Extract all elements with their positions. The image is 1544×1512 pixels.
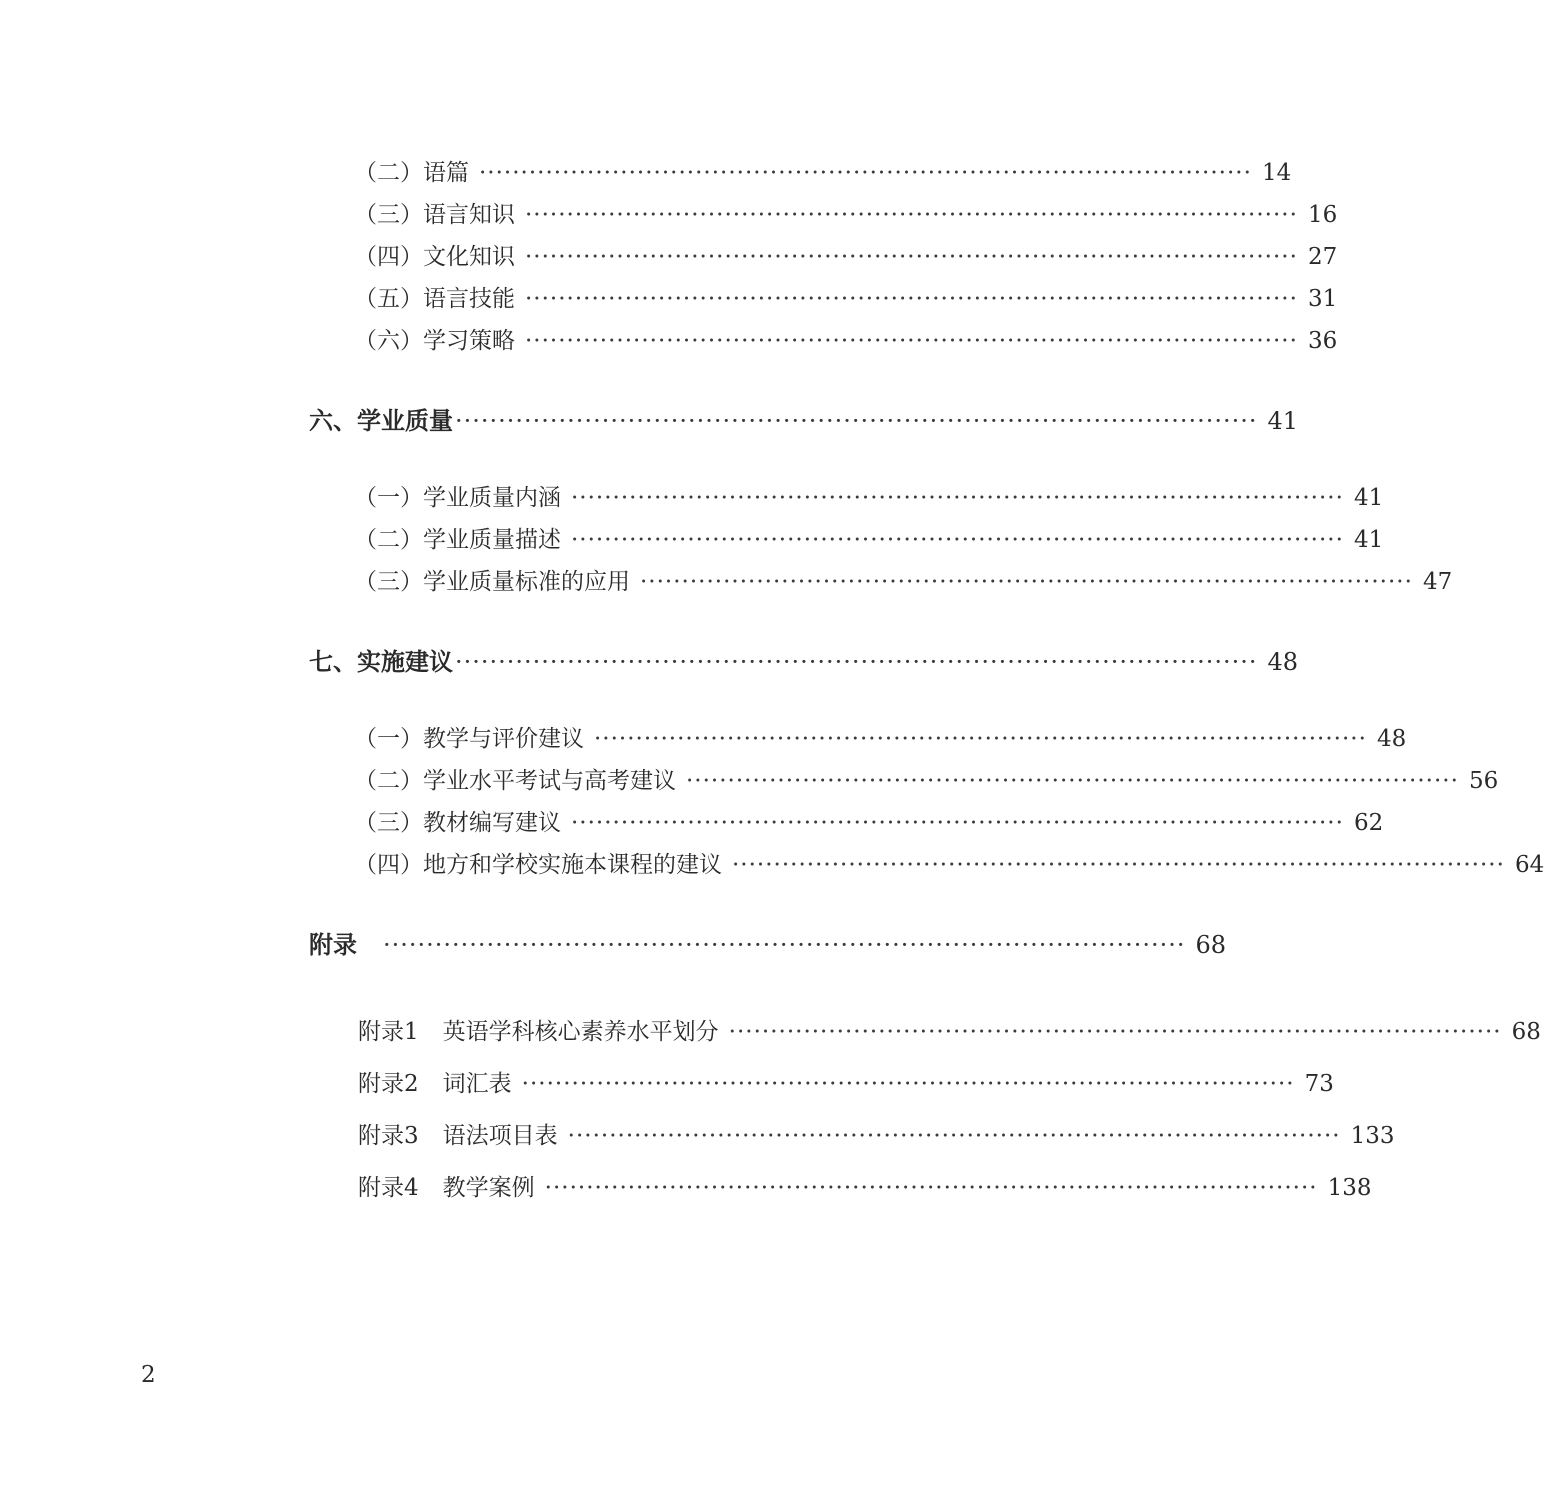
toc-entry-page: 68 bbox=[1511, 1019, 1541, 1045]
toc-entry-page: 47 bbox=[1422, 569, 1453, 595]
dot-leader: ····························································································· bbox=[525, 244, 1298, 270]
toc-section-title: 附录 bbox=[309, 930, 357, 959]
dot-leader: ····························································································· bbox=[479, 160, 1252, 186]
toc-appendix-heading[interactable] bbox=[309, 925, 1227, 960]
toc-entry[interactable] bbox=[354, 846, 1544, 879]
toc-section-page: 68 bbox=[1195, 931, 1227, 959]
toc-entry-title: （二）语篇 bbox=[354, 160, 469, 186]
toc-entry-page: 31 bbox=[1307, 286, 1338, 312]
appendix-label: 附录2 bbox=[358, 1071, 419, 1097]
dot-leader: ····························································································· bbox=[686, 768, 1459, 794]
toc-entry[interactable] bbox=[354, 238, 1338, 271]
dot-leader: ····························································································· bbox=[567, 1123, 1341, 1149]
toc-section-title: 六、学业质量 bbox=[309, 406, 453, 435]
toc-section-title: 七、实施建议 bbox=[309, 647, 453, 676]
page-number: 2 bbox=[141, 1362, 156, 1388]
toc-entry-page: 41 bbox=[1353, 485, 1384, 511]
appendix-label: 附录3 bbox=[358, 1123, 419, 1149]
appendix-label: 附录4 bbox=[358, 1175, 419, 1201]
dot-leader: ····························································································· bbox=[525, 286, 1298, 312]
toc-entry[interactable] bbox=[354, 762, 1499, 795]
dot-leader: ····························································································· bbox=[571, 485, 1344, 511]
dot-leader: ····························································································· bbox=[383, 931, 1186, 959]
dot-leader: ····························································································· bbox=[571, 810, 1344, 836]
toc-entry-title: （六）学习策略 bbox=[354, 328, 515, 354]
toc-entry-page: 73 bbox=[1304, 1071, 1334, 1097]
toc-entry[interactable] bbox=[354, 804, 1384, 837]
toc-section-heading[interactable] bbox=[309, 401, 1299, 436]
toc-entry[interactable] bbox=[354, 521, 1384, 554]
toc-entry-page: 36 bbox=[1307, 328, 1338, 354]
toc-section-page: 41 bbox=[1267, 407, 1299, 435]
dot-leader: ····························································································· bbox=[728, 1019, 1502, 1045]
toc-entry-page: 14 bbox=[1261, 160, 1292, 186]
toc-appendix-item[interactable] bbox=[358, 1013, 1541, 1046]
toc-entry-title: （一）学业质量内涵 bbox=[354, 485, 561, 511]
toc-entry-page: 133 bbox=[1350, 1123, 1395, 1149]
toc-entry-title: （五）语言技能 bbox=[354, 286, 515, 312]
toc-entry[interactable] bbox=[354, 563, 1453, 596]
toc-entry-page: 64 bbox=[1514, 852, 1544, 878]
toc-entry-title: （三）语言知识 bbox=[354, 202, 515, 228]
dot-leader: ····························································································· bbox=[525, 202, 1298, 228]
appendix-label: 附录1 bbox=[358, 1019, 419, 1045]
dot-leader: ····························································································· bbox=[525, 328, 1298, 354]
toc-entry[interactable] bbox=[354, 280, 1338, 313]
toc-entry-title: （二）学业水平考试与高考建议 bbox=[354, 768, 676, 794]
toc-entry-page: 138 bbox=[1327, 1175, 1372, 1201]
toc-entry-page: 56 bbox=[1468, 768, 1499, 794]
toc-entry[interactable] bbox=[354, 196, 1338, 229]
dot-leader: ····························································································· bbox=[521, 1071, 1295, 1097]
toc-entry-page: 16 bbox=[1307, 202, 1338, 228]
toc-entry[interactable] bbox=[354, 322, 1338, 355]
toc-entry-page: 62 bbox=[1353, 810, 1384, 836]
toc-entry-page: 27 bbox=[1307, 244, 1338, 270]
toc-entry[interactable] bbox=[354, 479, 1384, 512]
toc-entry-title: （一）教学与评价建议 bbox=[354, 726, 584, 752]
dot-leader: ····························································································· bbox=[594, 726, 1367, 752]
toc-appendix-item[interactable] bbox=[358, 1169, 1372, 1202]
appendix-name: 语法项目表 bbox=[442, 1123, 558, 1149]
toc-entry-page: 41 bbox=[1353, 527, 1384, 553]
toc-section-page: 48 bbox=[1267, 648, 1299, 676]
dot-leader: ····························································································· bbox=[732, 852, 1505, 878]
toc-section-heading[interactable] bbox=[309, 642, 1299, 677]
dot-leader: ····························································································· bbox=[455, 407, 1258, 435]
dot-leader: ····························································································· bbox=[544, 1175, 1318, 1201]
toc-entry[interactable] bbox=[354, 154, 1292, 187]
toc-appendix-item[interactable] bbox=[358, 1065, 1334, 1098]
dot-leader: ····························································································· bbox=[640, 569, 1413, 595]
appendix-name: 词汇表 bbox=[442, 1071, 512, 1097]
appendix-name: 教学案例 bbox=[442, 1175, 535, 1201]
dot-leader: ····························································································· bbox=[571, 527, 1344, 553]
dot-leader: ····························································································· bbox=[455, 648, 1258, 676]
toc-entry-title: （三）学业质量标准的应用 bbox=[354, 569, 630, 595]
toc-appendix-item[interactable] bbox=[358, 1117, 1395, 1150]
toc-entry-title: （四）地方和学校实施本课程的建议 bbox=[354, 852, 722, 878]
toc-entry[interactable] bbox=[354, 720, 1407, 753]
toc-entry-title: （四）文化知识 bbox=[354, 244, 515, 270]
toc-entry-page: 48 bbox=[1376, 726, 1407, 752]
toc-entry-title: （三）教材编写建议 bbox=[354, 810, 561, 836]
appendix-name: 英语学科核心素养水平划分 bbox=[442, 1019, 719, 1045]
toc-entry-title: （二）学业质量描述 bbox=[354, 527, 561, 553]
